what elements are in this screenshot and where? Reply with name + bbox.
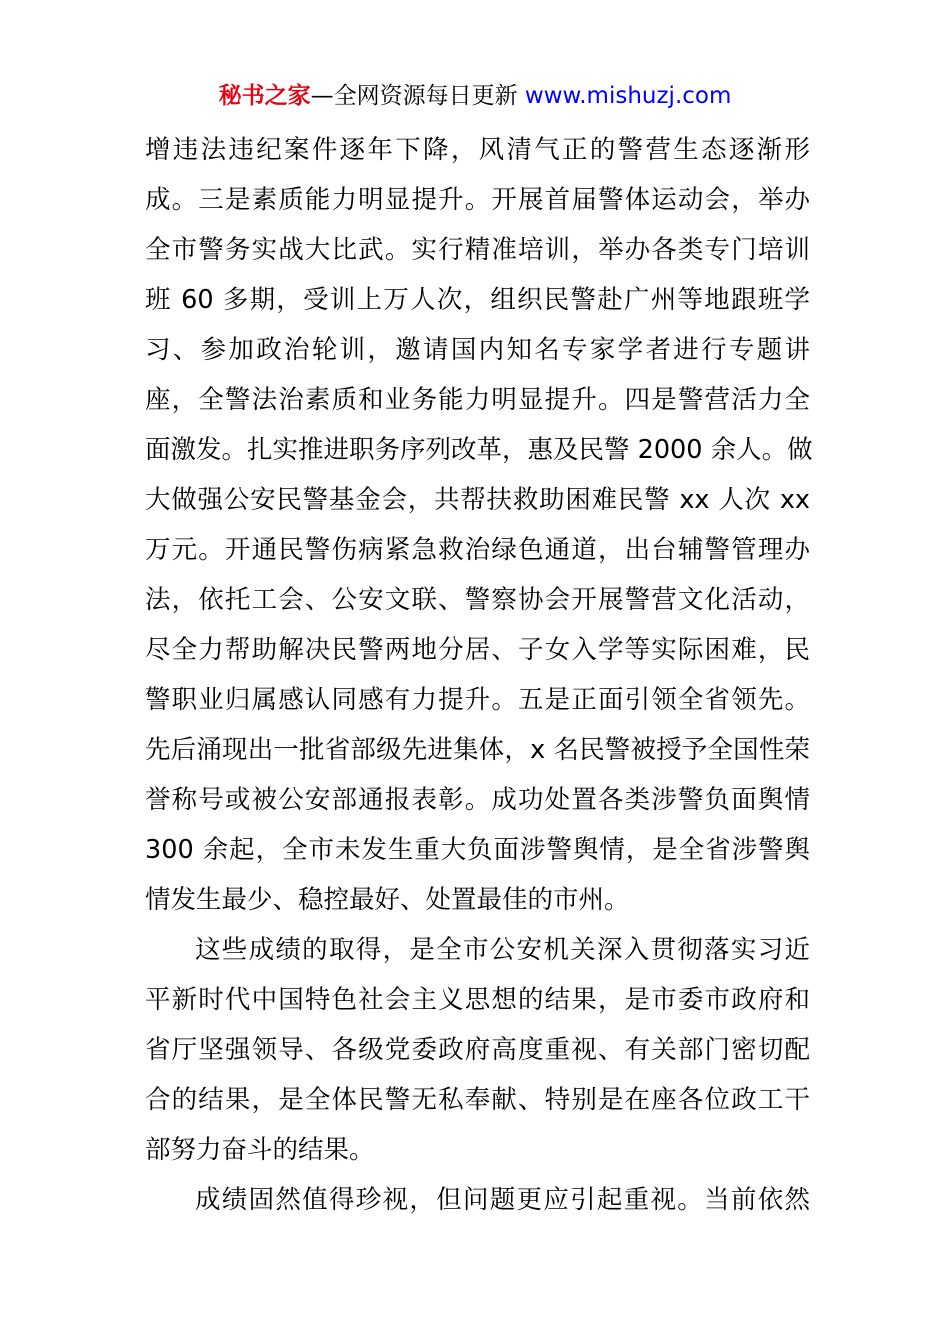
site-header (0, 80, 950, 112)
text-line: 面激发。扎实推进职务序列改革，惠及民警 2000 余人。做 (145, 435, 813, 465)
text-line: 省厅坚强领导、各级党委政府高度重视、有关部门密切配 (145, 1035, 810, 1065)
text-line: 平新时代中国特色社会主义思想的结果，是市委市政府和 (145, 985, 810, 1015)
site-brand: 秘书之家 (218, 83, 311, 109)
text-line: 全市警务实战大比武。实行精准培训，举办各类专门培训 (145, 235, 810, 265)
text-line: 誉称号或被公安部通报表彰。成功处置各类涉警负面舆情 (145, 785, 810, 815)
text-line: 先后涌现出一批省部级先进集体，x 名民警被授予全国性荣 (145, 735, 810, 765)
text-line: 万元。开通民警伤病紧急救治绿色通道，出台辅警管理办 (145, 535, 810, 565)
paragraph-problems (145, 1175, 810, 1225)
text-line: 大做强公安民警基金会，共帮扶救助困难民警 xx 人次 xx (145, 485, 810, 515)
document-body (145, 125, 813, 1225)
text-line: 部努力奋斗的结果。 (145, 1135, 375, 1165)
text-line: 习、参加政治轮训，邀请国内知名专家学者进行专题讲 (145, 335, 810, 365)
text-line: 情发生最少、稳控最好、处置最佳的市州。 (145, 885, 630, 915)
text-line: 班 60 多期，受训上万人次，组织民警赴广州等地跟班学 (145, 285, 810, 315)
site-url-link[interactable]: www.mishuzj.com (524, 83, 732, 109)
text-line: 300 余起，全市未发生重大负面涉警舆情，是全省涉警舆 (145, 835, 810, 865)
text-line: 成。三是素质能力明显提升。开展首届警体运动会，举办 (145, 185, 810, 215)
text-line: 尽全力帮助解决民警两地分居、子女入学等实际困难，民 (145, 635, 810, 665)
text-line: 法，依托工会、公安文联、警察协会开展警营文化活动， (145, 585, 810, 615)
text-line: 座，全警法治素质和业务能力明显提升。四是警营活力全 (145, 385, 810, 415)
text-line: 这些成绩的取得，是全市公安机关深入贯彻落实习近 (195, 935, 810, 965)
text-line: 警职业归属感认同感有力提升。五是正面引领全省领先。 (145, 685, 810, 715)
paragraph-achievements (145, 125, 813, 925)
text-line: 合的结果，是全体民警无私奉献、特别是在座各位政工干 (145, 1085, 810, 1115)
paragraph-reasons (145, 925, 810, 1175)
site-tagline: —全网资源每日更新 (310, 83, 525, 109)
text-line: 增违法违纪案件逐年下降，风清气正的警营生态逐渐形 (145, 135, 810, 165)
text-line: 成绩固然值得珍视，但问题更应引起重视。当前依然 (195, 1185, 810, 1215)
